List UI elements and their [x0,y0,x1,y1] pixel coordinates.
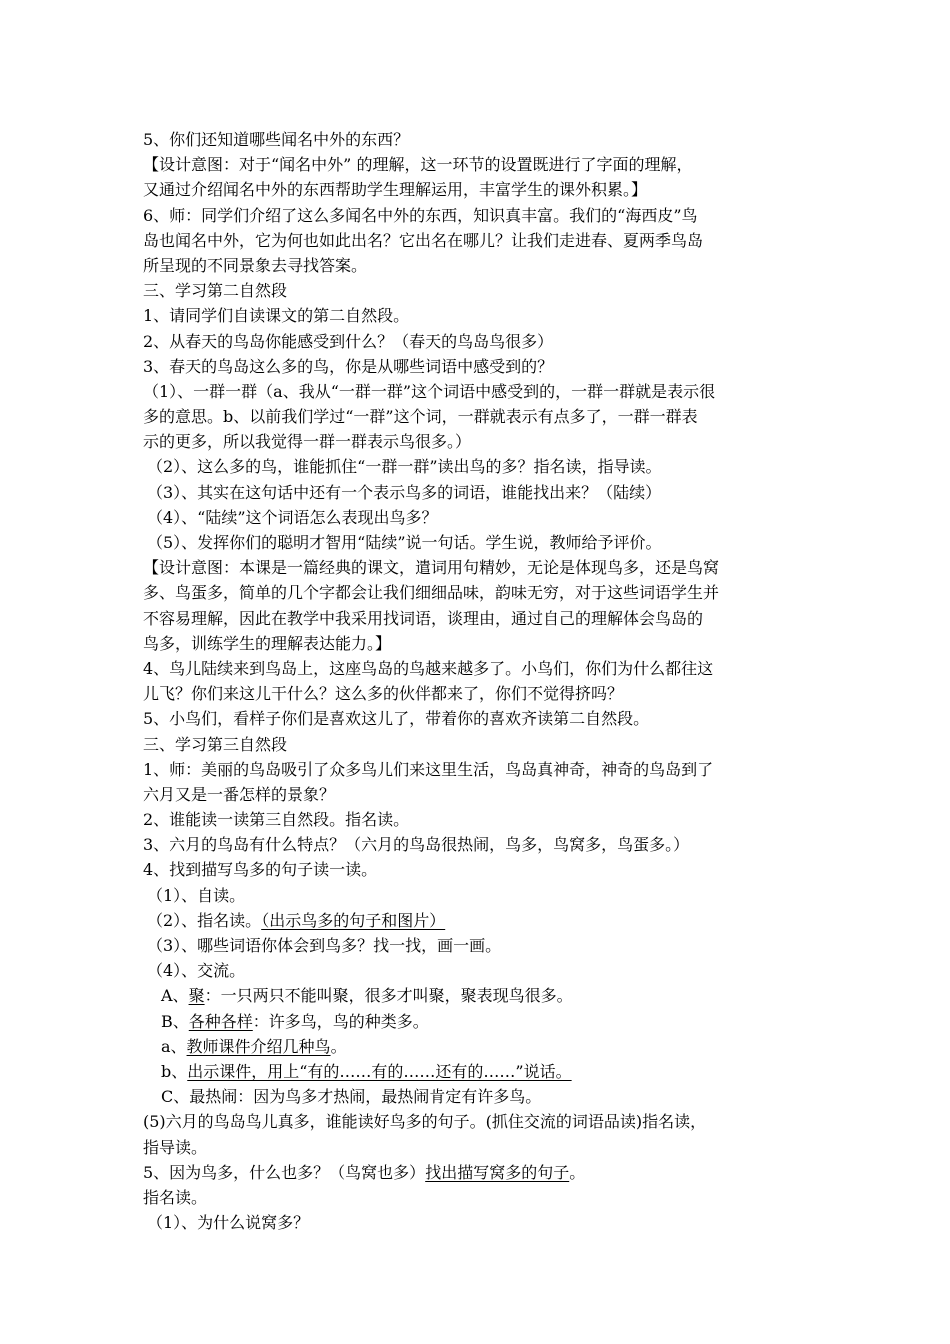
line-text: 5、因为鸟多，什么也多？（鸟窝也多） [143,1162,426,1182]
text-line: 六月又是一番怎样的景象？ [143,784,336,804]
text-line: 4、找到描写鸟多的句子读一读。 [143,860,378,880]
section-heading: 三、学习第三自然段 [143,734,288,754]
underlined-text: 找出描写窝多的句子 [425,1162,570,1182]
line-text: b、 [161,1061,188,1081]
line-text: （2）、指名读。 [147,910,262,930]
text-line: （2）、这么多的鸟，谁能抓住“一群一群”读出鸟的多？指名读，指导读。 [147,457,662,477]
text-line: 岛也闻名中外，它为何也如此出名？它出名在哪儿？让我们走进春、夏两季鸟岛 [143,230,704,250]
text-line: 多、鸟蛋多，简单的几个字都会让我们细细品味，韵味无穷，对于这些词语学生并 [143,583,720,603]
line-text: a、 [161,1036,187,1056]
text-line: (5)六月的鸟岛鸟儿真多，谁能读好鸟多的句子。(抓住交流的词语品读)指名读， [143,1112,707,1132]
text-line: 又通过介绍闻名中外的东西帮助学生理解运用，丰富学生的课外积累。】 [143,180,648,200]
line-text: B、 [161,1011,189,1031]
text-line: 3、六月的鸟岛有什么特点？（六月的鸟岛很热闹，鸟多，鸟窝多，鸟蛋多。） [143,835,690,855]
text-line: 【设计意图：对于“闻名中外” 的理解，这一环节的设置既进行了字面的理解， [143,155,693,175]
text-line: 5、你们还知道哪些闻名中外的东西？ [143,130,410,149]
text-line: 1、师：美丽的鸟岛吸引了众多鸟儿们来这里生活，鸟岛真神奇，神奇的鸟岛到了 [143,759,714,779]
underlined-text: 教师课件介绍几种鸟 [186,1036,331,1056]
text-line: 3、春天的鸟岛这么多的鸟，你是从哪些词语中感受到的？ [143,356,554,376]
text-line: （4）、交流。 [147,961,246,981]
underlined-text: 各种各样 [188,1011,253,1031]
text-line: 多的意思。b、以前我们学过“一群”这个词，一群就表示有点多了，一群一群表 [143,407,698,427]
line-text: A、 [161,986,189,1006]
text-line: （3）、其实在这句话中还有一个表示鸟多的词语，谁能找出来？（陆续） [147,482,662,502]
text-line [143,1034,823,1059]
line-text: ：一只两只不能叫聚，很多才叫聚，聚表现鸟很多。 [204,986,573,1006]
text-line: （1）、为什么说窝多？ [147,1213,310,1233]
text-line [143,1160,823,1185]
text-line: （5）、发挥你们的聪明才智用“陆续”说一句话。学生说，教师给予评价。 [147,533,662,552]
text-line: 儿飞？你们来这儿干什么？这么多的伙伴都来了，你们不觉得挤吗？ [143,684,624,704]
text-line: 示的更多，所以我觉得一群一群表示鸟很多。） [143,432,472,452]
text-line: 4、鸟儿陆续来到鸟岛上，这座鸟岛的鸟越来越多了。小鸟们，你们为什么都往这 [143,658,714,678]
text-line: 5、小鸟们，看样子你们是喜欢这儿了，带着你的喜欢齐读第二自然段。 [143,709,650,729]
line-text: 。 [330,1036,347,1056]
text-line [143,1009,823,1034]
text-line: 1、请同学们自读课文的第二自然段。 [143,306,410,326]
underlined-text: 出示课件，用上“有的……有的……还有的……”说话。 [187,1061,572,1081]
text-line: （1）、一群一群（a、我从“一群一群”这个词语中感受到的，一群一群就是表示很 [143,381,716,401]
text-line: C、最热闹：因为鸟多才热闹，最热闹肯定有许多鸟。 [161,1087,542,1107]
text-line: 所呈现的不同景象去寻找答案。 [143,255,368,275]
text-line: （1）、自读。 [147,885,246,905]
line-text: ：许多鸟，鸟的种类多。 [252,1011,429,1031]
text-line: 指导读。 [143,1137,208,1157]
text-line: 鸟多，训练学生的理解表达能力。】 [143,633,392,653]
text-line: （4）、“陆续”这个词语怎么表现出鸟多？ [147,507,438,527]
line-text: 。 [569,1162,586,1182]
text-line: （3）、哪些词语你体会到鸟多？找一找，画一画。 [147,936,502,955]
text-line [143,908,823,933]
text-line: 2、谁能读一读第三自然段。指名读。 [143,810,410,830]
text-line: 指名读。 [143,1187,208,1207]
document-body [143,127,823,1235]
section-heading: 三、学习第二自然段 [143,281,288,301]
text-line: 不容易理解，因此在教学中我采用找词语，谈理由，通过自己的理解体会鸟岛的 [143,608,704,628]
text-line: 2、从春天的鸟岛你能感受到什么？（春天的鸟岛鸟很多） [143,331,554,351]
underlined-text: （出示鸟多的句子和图片） [261,910,446,930]
text-line [143,983,823,1008]
text-line: 【设计意图：本课是一篇经典的课文，遣词用句精妙，无论是体现鸟多，还是鸟窝 [143,558,720,578]
text-line [143,1059,823,1084]
underlined-text: 聚 [188,986,205,1006]
text-line: 6、师：同学们介绍了这么多闻名中外的东西，知识真丰富。我们的“海西皮”鸟 [143,205,698,225]
